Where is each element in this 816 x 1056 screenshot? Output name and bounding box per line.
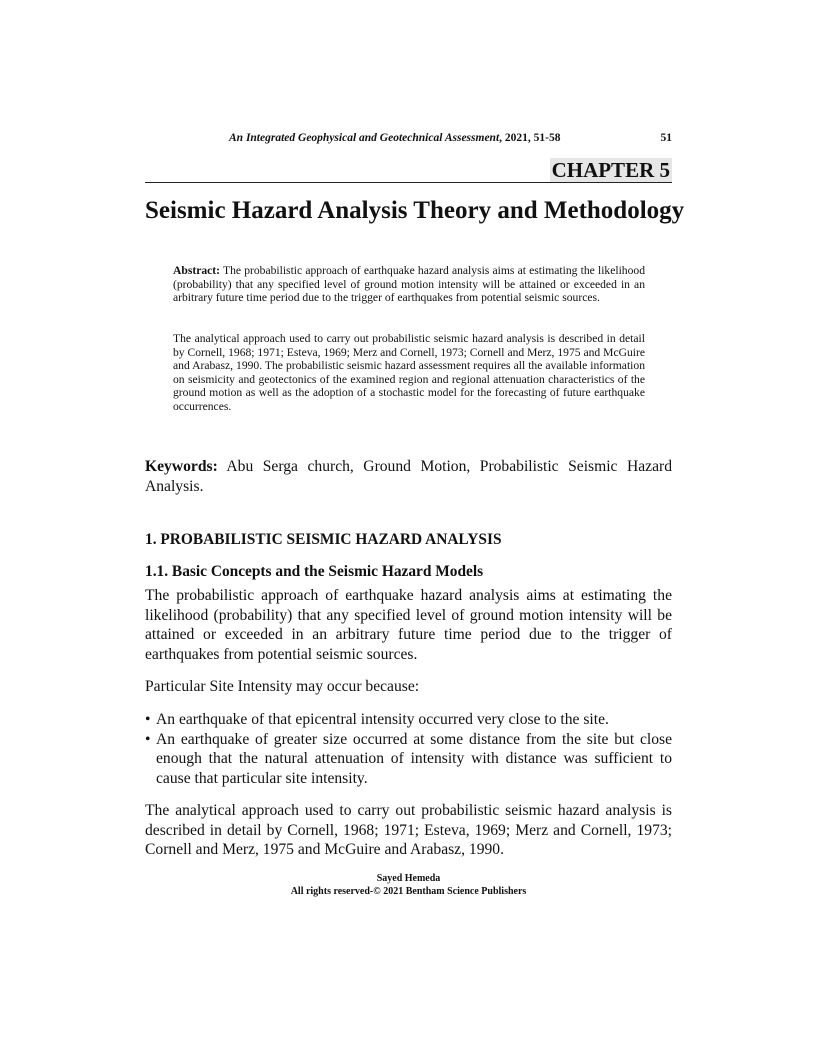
page-number: 51 (660, 132, 672, 144)
keywords-text: Abu Serga church, Ground Motion, Probabilistic Seismic Hazard Analysis. (145, 458, 672, 495)
keywords-label: Keywords: (145, 458, 218, 475)
abstract (173, 264, 645, 305)
list-item (145, 730, 672, 789)
keywords (145, 457, 672, 496)
copyright: All rights reserved-© 2021 Bentham Science Publishers (290, 886, 527, 897)
bullet-icon: • (145, 730, 151, 748)
bullet-icon: • (145, 711, 151, 728)
bullet-list (145, 710, 672, 788)
subsection-heading: 1.1. Basic Concepts and the Seismic Hazard Models (145, 563, 484, 580)
abstract-label: Abstract: (173, 264, 221, 277)
footer (145, 872, 672, 898)
list-item (145, 710, 672, 730)
chapter-title: Seismic Hazard Analysis Theory and Methodology (145, 197, 685, 224)
abstract-text: The probabilistic approach of earthquake hazard analysis aims at estimating the likelihood (probability) that any specified level of ground motion intensity will be attained or exceeded in an arbitrary future time period due to the trigger of earthquakes from potential seismic sources. (173, 264, 645, 305)
paragraph: Particular Site Intensity may occur because: (145, 678, 420, 695)
year-pages: , 2021, 51-58 (499, 132, 561, 144)
book-title: An Integrated Geophysical and Geotechnical Assessment (229, 132, 500, 144)
header-rule (145, 182, 672, 183)
section-heading: 1. PROBABILISTIC SEISMIC HAZARD ANALYSIS (145, 531, 502, 548)
list-item-text: An earthquake of greater size occurred at some distance from the site but close enough that the natural attenuation of intensity with distance was sufficient to cause that particular site intensity. (156, 730, 672, 787)
paragraph: The probabilistic approach of earthquake hazard analysis aims at estimating the likelihood (probability) that any specified level of ground motion intensity will be attained or exceeded in an arbitrary future time period due to the trigger of earthquakes from potential seismic sources. (145, 587, 672, 663)
abstract-paragraph-2: The analytical approach used to carry out probabilistic seismic hazard analysis is described in detail by Cornell, 1968; 1971; Esteva, 1969; Merz and Cornell, 1973; Cornell and Merz, 1975 and McGuire and Arabasz, 1990. The probabilistic seismic hazard assessment requires all the available information on seismicity and geotectonics of the examined region and regional attenuation characteristics of the ground motion as well as the adoption of a stochastic model for the forecasting of future earthquake occurrences. (173, 332, 645, 413)
author: Sayed Hemeda (376, 873, 441, 884)
paragraph: The analytical approach used to carry out probabilistic seismic hazard analysis is described in detail by Cornell, 1968; 1971; Esteva, 1969; Merz and Cornell, 1973; Cornell and Merz, 1975 and McGuire and Arabasz, 1990. (145, 802, 672, 859)
list-item-text: An earthquake of that epicentral intensity occurred very close to the site. (156, 711, 609, 728)
chapter-label: CHAPTER 5 (551, 158, 670, 182)
